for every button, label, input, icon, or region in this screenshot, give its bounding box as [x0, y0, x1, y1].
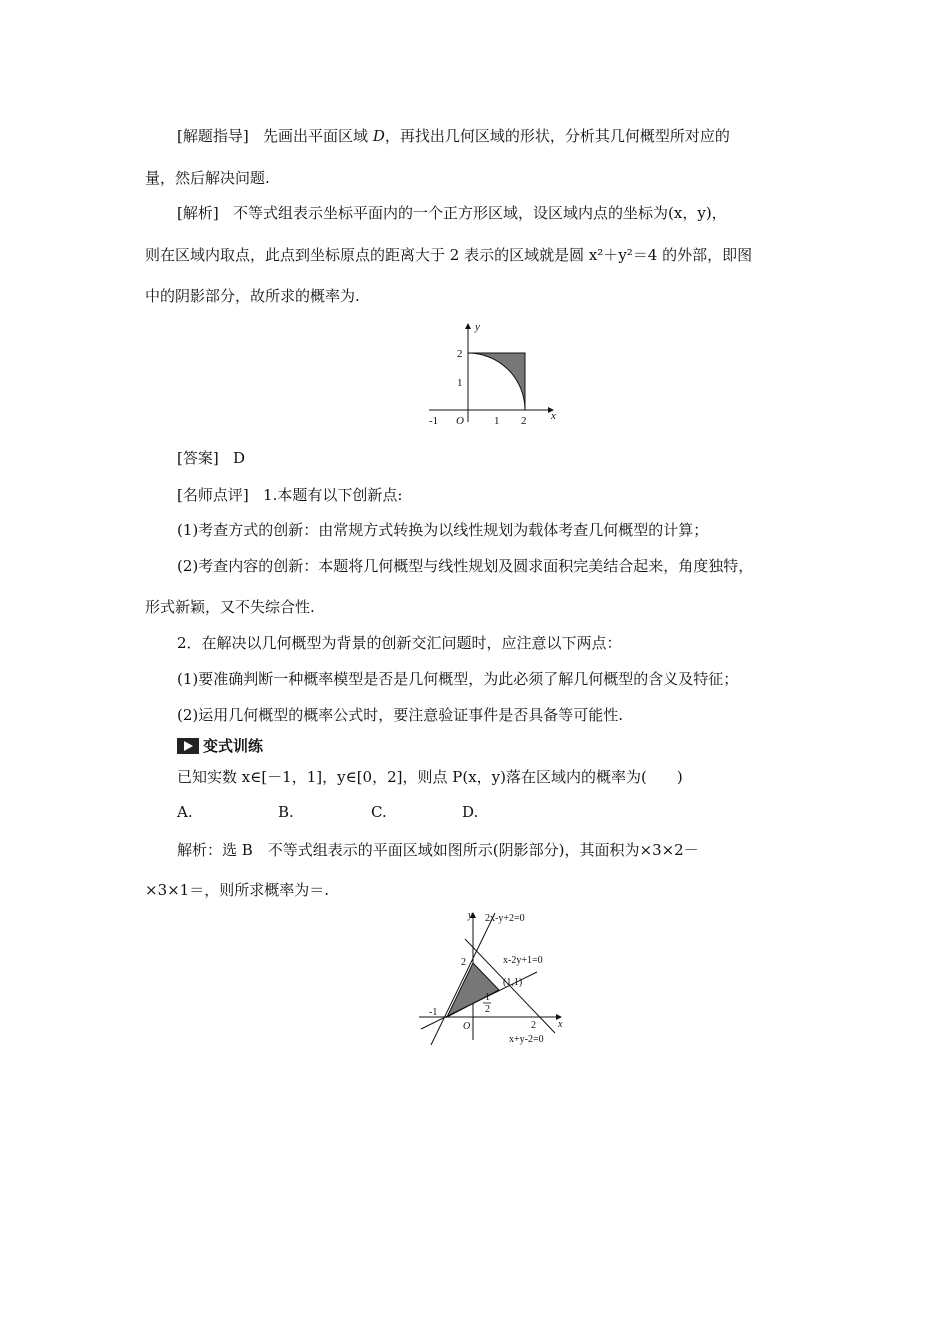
solution-line-2: 则在区域内取点，此点到坐标原点的距离大于 2 表示的区域就是圆 x²＋y²＝4 的外部，即图 [145, 246, 753, 264]
guide-var: D [372, 127, 385, 145]
answer-value: D [233, 449, 246, 467]
fig1-tick-y1: 1 [457, 377, 463, 389]
comment-item-2a: (2)考查内容的创新：本题将几何概型与线性规划及圆求面积完美结合起来，角度独特， [177, 557, 754, 575]
fig2-origin: O [463, 1021, 471, 1032]
fig2-y-label: y [468, 910, 473, 921]
label-line-b: x-2y+1=0 [503, 955, 543, 966]
option-d: D. [462, 803, 479, 821]
comment-sub-2: (2)运用几何概型的概率公式时，要注意验证事件是否具备等可能性. [177, 706, 624, 724]
label-line-a: 2x-y+2=0 [485, 913, 525, 924]
play-icon [177, 738, 199, 754]
practice-answer-2: ×3×1＝，则所求概率为＝. [145, 881, 329, 899]
practice-heading-text: 变式训练 [203, 737, 264, 755]
fig1-x-label: x [551, 410, 556, 422]
practice-answer-1: 解析：选 B 不等式组表示的平面区域如图所示(阴影部分)，其面积为×3×2－ [177, 841, 699, 859]
option-a: A. [177, 803, 193, 821]
solution-line-3: 中的阴影部分，故所求的概率为. [145, 287, 360, 305]
comment-label: [名师点评] [177, 486, 249, 504]
comment-point-2: 2．在解决以几何概型为背景的创新交汇问题时，应注意以下两点： [177, 634, 622, 652]
fig2-tick-neg1: -1 [429, 1007, 438, 1018]
guide-label: [解题指导] [177, 127, 249, 145]
comment-title: 1.本题有以下创新点: [263, 486, 403, 504]
figure-quarter-circle [425, 318, 565, 430]
fig2-tick-y2: 2 [461, 957, 466, 968]
fig2-x-label: x [558, 1019, 563, 1030]
solution-text-1: 不等式组表示坐标平面内的一个正方形区域，设区域内点的坐标为(x，y)， [233, 204, 727, 222]
fig2-half-num: 1 [485, 992, 490, 1003]
comment-line-1 [177, 485, 402, 505]
figure-linear-region [415, 905, 575, 1050]
guide-line-1 [177, 126, 730, 146]
solution-line-1 [177, 203, 727, 223]
answer-label: [答案] [177, 449, 219, 467]
practice-heading [177, 735, 263, 756]
comment-item-2b: 形式新颖，又不失综合性. [145, 598, 315, 616]
fig2-half-den: 2 [485, 1004, 490, 1015]
guide-text-1b: ，再找出几何区域的形状，分析其几何概型所对应的 [384, 127, 730, 145]
label-line-c: x+y-2=0 [509, 1034, 544, 1045]
comment-sub-1: (1)要准确判断一种概率模型是否是几何概型，为此必须了解几何概型的含义及特征； [177, 670, 739, 688]
fig1-origin: O [456, 415, 464, 427]
fig1-tick-x1: 1 [494, 415, 500, 427]
shaded-region [468, 353, 525, 410]
practice-question: 已知实数 x∈[－1，1]，y∈[0，2]，则点 P(x，y)落在区域内的概率为( ) [177, 768, 683, 786]
option-b: B. [278, 803, 294, 821]
solution-label: [解析] [177, 204, 219, 222]
fig1-tick-x2: 2 [521, 415, 527, 427]
fig2-tick-x2: 2 [531, 1020, 536, 1031]
guide-line-2: 量，然后解决问题. [145, 169, 270, 187]
fig1-tick-neg1: -1 [429, 415, 439, 427]
option-c: C. [371, 803, 387, 821]
label-point-1-1: (1,1) [503, 977, 523, 988]
fig1-tick-y2: 2 [457, 348, 463, 360]
guide-text-1a: 先画出平面区域 [263, 127, 373, 145]
answer-line [177, 448, 245, 468]
comment-item-1: (1)考查方式的创新：由常规方式转换为以线性规划为载体考查几何概型的计算； [177, 521, 709, 539]
fig1-y-label: y [475, 321, 480, 333]
